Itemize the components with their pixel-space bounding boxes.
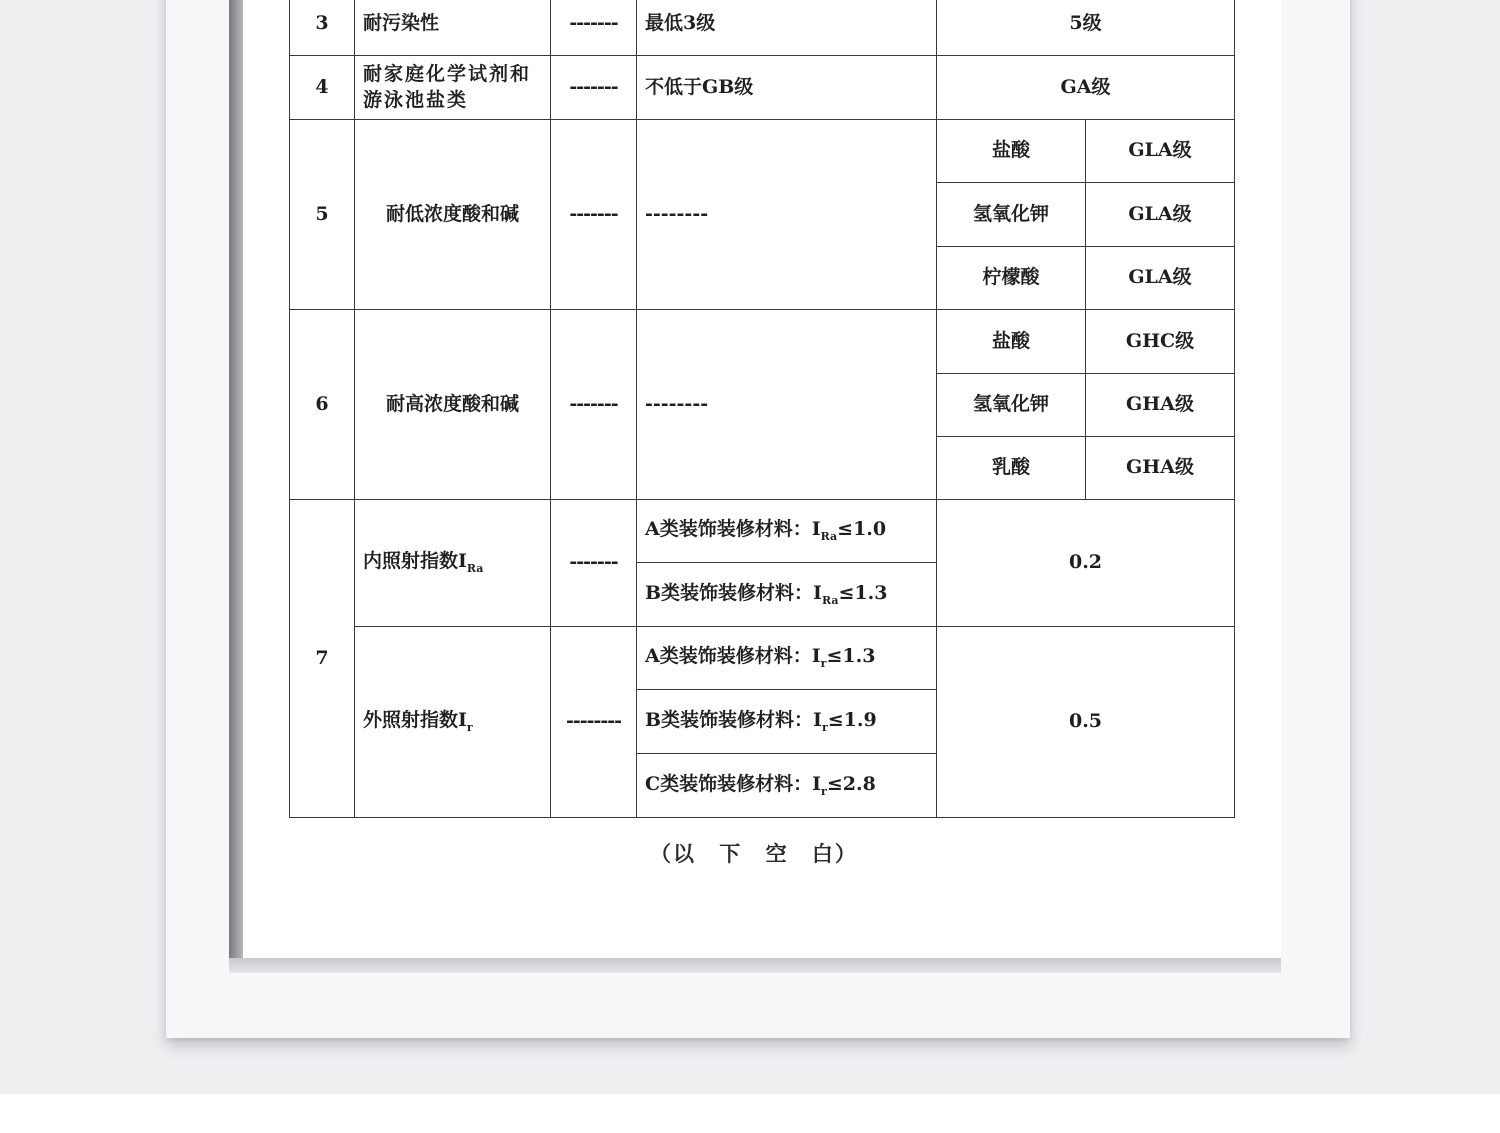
row-number: 3 [290, 0, 355, 56]
row-number: 4 [290, 56, 355, 120]
test-item: 耐低浓度酸和碱 [355, 120, 551, 310]
test-item: 耐高浓度酸和碱 [355, 310, 551, 500]
req-suffix: ≤2.8 [826, 772, 876, 795]
agent-cell: 盐酸 [937, 120, 1086, 183]
agent-cell: 氢氧化钾 [937, 374, 1086, 437]
test-item: 耐污染性 [355, 0, 551, 56]
table-row [290, 56, 1235, 120]
requirement-cell [637, 690, 937, 754]
requirement-cell [637, 500, 937, 563]
result-cell: 0.2 [937, 500, 1235, 627]
req-suffix: ≤1.0 [837, 518, 887, 541]
table-row [290, 120, 1235, 183]
paper-shadow-left [229, 0, 243, 973]
req-suffix: ≤1.3 [826, 645, 876, 668]
req-subscript: r [820, 656, 827, 670]
grade-cell: GLA级 [1086, 120, 1235, 183]
row-number: 6 [290, 310, 355, 500]
test-item-internal [355, 500, 551, 627]
agent-cell: 乳酸 [937, 437, 1086, 500]
item-subscript: r [466, 720, 473, 734]
req-prefix: A类装饰装修材料：I [645, 518, 821, 541]
test-item: 耐家庭化学试剂和游泳池盐类 [355, 56, 551, 120]
end-of-content-note: （以 下 空 白） [650, 841, 858, 866]
unit-cell: ------- [551, 0, 637, 56]
row-number: 7 [290, 500, 355, 818]
grade-cell: GHC级 [1086, 310, 1235, 374]
item-text: 外照射指数I [363, 709, 467, 732]
req-prefix: C类装饰装修材料：I [645, 772, 822, 795]
req-subscript: Ra [820, 529, 838, 543]
item-subscript: Ra [466, 561, 484, 575]
result-cell: 5级 [937, 0, 1235, 56]
item-text: 内照射指数I [363, 550, 467, 573]
grade-cell: GLA级 [1086, 183, 1235, 247]
req-prefix: B类装饰装修材料：I [645, 581, 822, 604]
req-suffix: ≤1.3 [838, 581, 888, 604]
unit-cell: -------- [551, 627, 637, 818]
row-number: 5 [290, 120, 355, 310]
grade-cell: GHA级 [1086, 374, 1235, 437]
unit-cell: ------- [551, 56, 637, 120]
test-results-table [289, 0, 1235, 818]
req-prefix: B类装饰装修材料：I [645, 708, 822, 731]
result-cell: GA级 [937, 56, 1235, 120]
result-cell: 0.5 [937, 627, 1235, 818]
requirement-cell: -------- [637, 310, 937, 500]
test-item-external [355, 627, 551, 818]
req-subscript: r [821, 720, 828, 734]
requirement-cell: 不低于GB级 [637, 56, 937, 120]
requirement-cell [637, 754, 937, 818]
req-suffix: ≤1.9 [827, 708, 877, 731]
agent-cell: 氢氧化钾 [937, 183, 1086, 247]
requirement-cell: 最低3级 [637, 0, 937, 56]
table-row [290, 500, 1235, 563]
unit-cell: ------- [551, 310, 637, 500]
requirement-cell: -------- [637, 120, 937, 310]
req-prefix: A类装饰装修材料：I [645, 645, 821, 668]
unit-cell: ------- [551, 120, 637, 310]
requirement-cell [637, 563, 937, 627]
table-row [290, 310, 1235, 374]
grade-cell: GLA级 [1086, 247, 1235, 310]
req-subscript: Ra [821, 593, 839, 607]
agent-cell: 盐酸 [937, 310, 1086, 374]
agent-cell: 柠檬酸 [937, 247, 1086, 310]
req-subscript: r [821, 784, 827, 798]
table-row [290, 627, 1235, 690]
unit-cell: ------- [551, 500, 637, 627]
table-row [290, 0, 1235, 56]
paper-shadow-bottom [229, 958, 1281, 973]
page-bottom-strip [0, 1094, 1500, 1133]
requirement-cell [637, 627, 937, 690]
grade-cell: GHA级 [1086, 437, 1235, 500]
